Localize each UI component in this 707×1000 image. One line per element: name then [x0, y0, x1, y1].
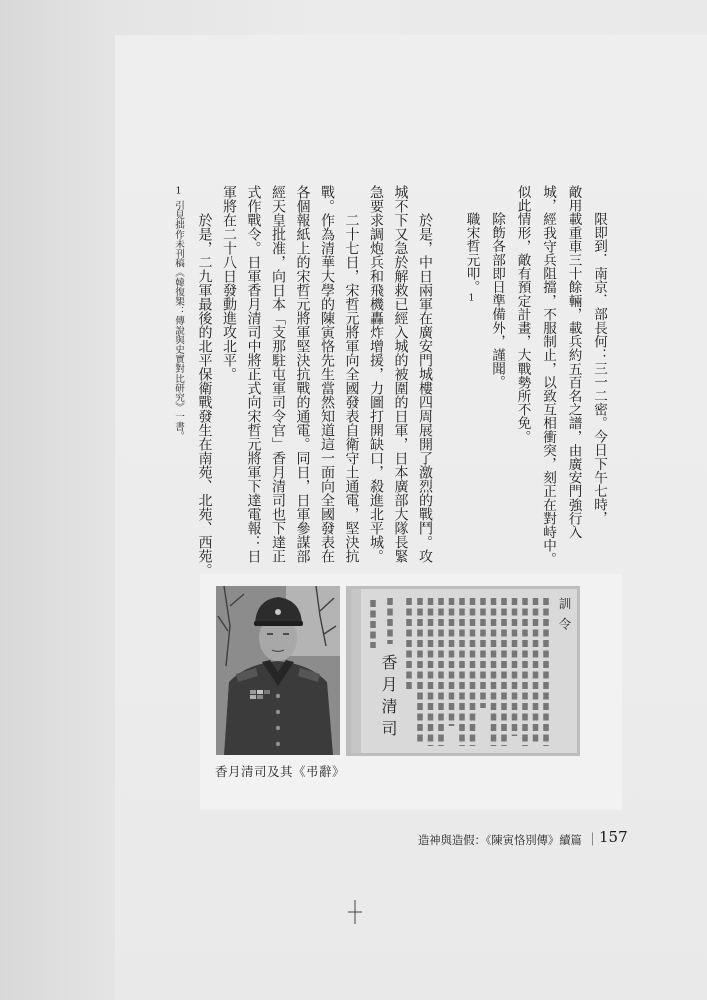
figure: [216, 586, 580, 756]
body-text: [192, 185, 437, 585]
portrait-photo: [216, 586, 340, 755]
telegram-signature: 職宋哲元叩。: [463, 212, 480, 294]
cap-brim: [254, 621, 303, 626]
body-line: 於是，二九軍最後的北平保衛戰發生在南苑、北苑、西苑。: [196, 213, 213, 577]
crop-mark: [344, 898, 366, 926]
body-line: 經天皇批准，向日本「支那駐屯軍司令官」香月清司也下達正: [270, 185, 286, 563]
footnote-line: [170, 186, 186, 466]
footnote-text: 引見拙作未刊稿《韓復榘：傳說與史實對比研究》一書。: [173, 200, 184, 441]
footnote: [170, 186, 186, 466]
footer-separator: ｜: [586, 833, 600, 848]
cap-badge: [275, 609, 281, 615]
document-edge: [351, 589, 361, 753]
footnote-reference: 1: [468, 293, 475, 303]
body-line: 二十七日，宋哲元將軍向全國發表自衛守土通電，堅決抗: [343, 213, 360, 563]
body-line: 軍將在二十八日發動進攻北平。: [221, 185, 237, 381]
page-number: 157: [599, 828, 628, 846]
body-line: 式作戰令。日軍香月清司中將正式向宋哲元將軍下達電報：日: [245, 185, 262, 563]
document-signature: 香月清司: [379, 654, 398, 742]
body-line: 於是，中日兩軍在廣安門城樓四周展開了激烈的戰鬥。攻: [417, 213, 433, 563]
footnote-marker: 1: [175, 186, 182, 196]
telegram-line: 限即到．南京．部長何：三一二密。今日下午七時，: [591, 212, 607, 525]
telegram-line: 敵用載重車三十餘輛，載兵約五百名之譜，由廣安門強行入: [565, 185, 582, 539]
telegram-quote: [458, 185, 611, 585]
running-head: 造神與造假：《陳寅恪別傳》續篇: [418, 834, 582, 847]
figure-caption: 香月清司及其《弔辭》: [215, 764, 346, 779]
body-line: 戰。作為清華大學的陳寅恪先生當然知道這一面向全國發表在: [319, 185, 335, 563]
document-title: 訓令: [557, 597, 572, 638]
telegram-line: 除飭各部即日準備外，謹聞。: [489, 212, 505, 389]
telegram-line: 似此情形，敵有預定計畫，大戰勢所不免。: [514, 185, 531, 444]
telegram-signature-line: [458, 185, 484, 585]
body-line: 各個報紙上的宋哲元將軍堅決抗戰的通電。同日，日軍參謀部: [294, 185, 311, 563]
telegram-line: 城，經我守兵阻擋，不服制止，以致互相衝突，刻正在對峙中。: [540, 185, 556, 566]
body-line: 急要求調炮兵和飛機轟炸增援，力圖打開缺口，殺進北平城。: [368, 185, 384, 563]
body-line: 城不下又急於解救已經入城的被圍的日軍，日本廣部大隊長緊: [392, 185, 409, 563]
